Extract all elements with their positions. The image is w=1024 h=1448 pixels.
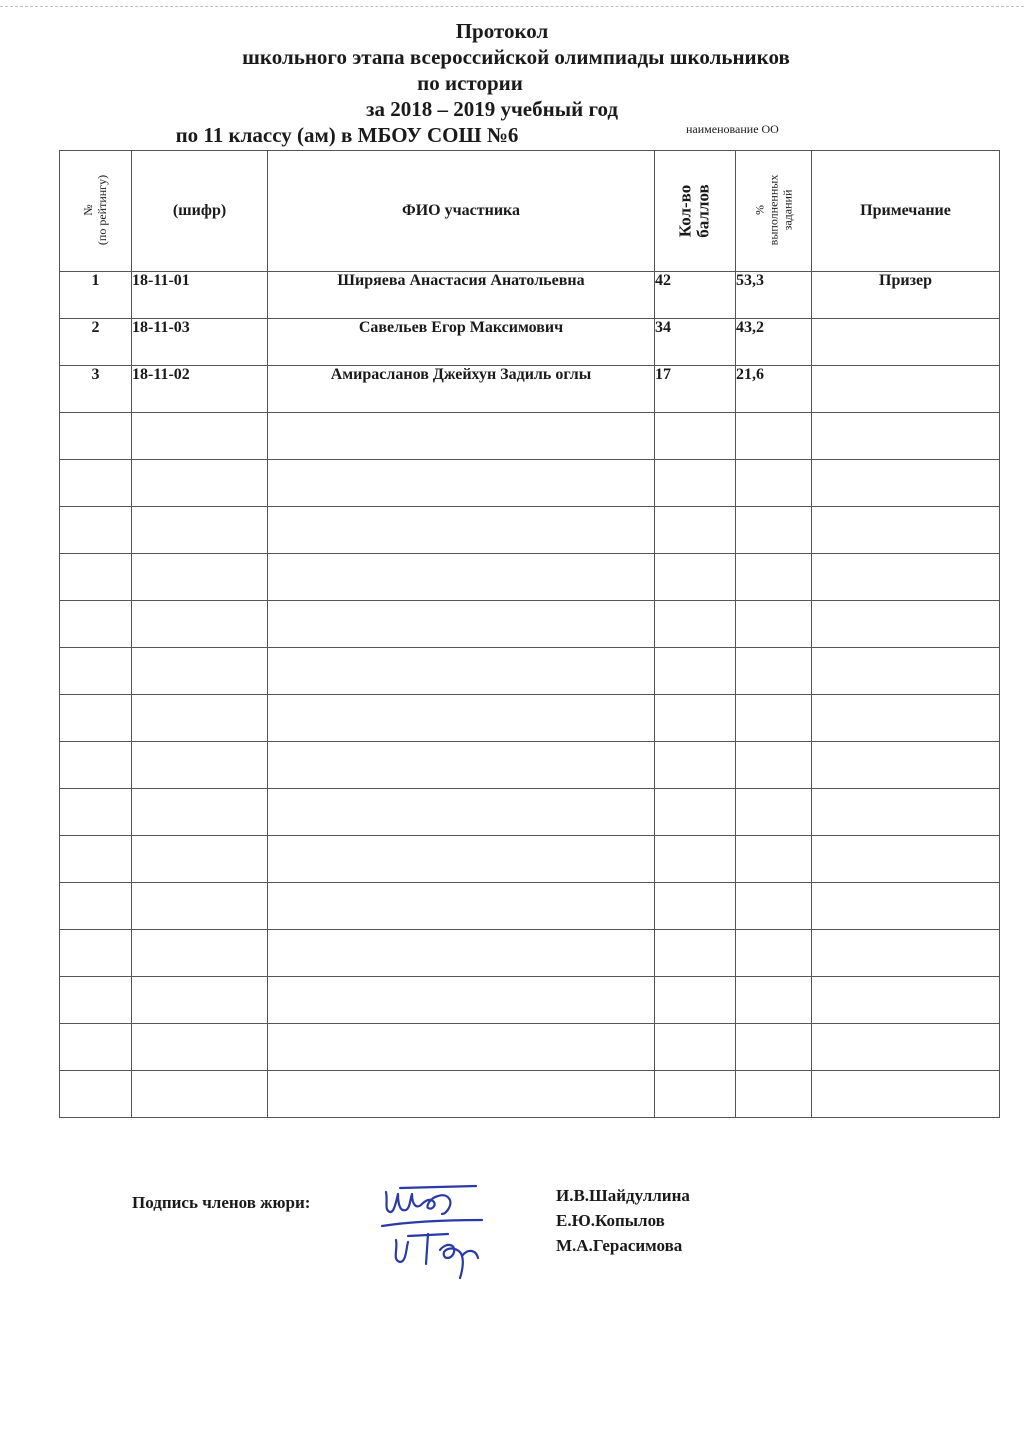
- empty-cell: [132, 789, 268, 836]
- percent-header-l3: заданий: [780, 189, 795, 231]
- empty-table-row: [60, 695, 1000, 742]
- cell-note: [812, 366, 1000, 413]
- empty-cell: [655, 507, 736, 554]
- cell-rank: 1: [60, 272, 132, 319]
- signature-label: Подпись членов жюри:: [132, 1193, 311, 1212]
- empty-table-row: [60, 507, 1000, 554]
- rank-header-l1: №: [81, 204, 96, 216]
- empty-cell: [60, 836, 132, 883]
- empty-cell: [655, 789, 736, 836]
- empty-table-row: [60, 1071, 1000, 1118]
- cell-name: Амирасланов Джейхун Задиль оглы: [268, 366, 655, 413]
- cell-score: 42: [655, 272, 736, 319]
- empty-cell: [132, 601, 268, 648]
- empty-cell: [655, 1024, 736, 1071]
- empty-cell: [268, 977, 655, 1024]
- title-line-5: по 11 классу (ам) в МБОУ СОШ №6: [175, 123, 519, 147]
- empty-table-row: [60, 554, 1000, 601]
- empty-cell: [268, 554, 655, 601]
- empty-cell: [812, 507, 1000, 554]
- table-row: [60, 366, 1000, 413]
- empty-cell: [812, 977, 1000, 1024]
- empty-cell: [60, 460, 132, 507]
- empty-cell: [655, 460, 736, 507]
- empty-cell: [132, 930, 268, 977]
- empty-cell: [132, 648, 268, 695]
- empty-cell: [268, 648, 655, 695]
- empty-cell: [655, 930, 736, 977]
- empty-cell: [132, 1071, 268, 1118]
- jury-member: И.В.Шайдуллина: [556, 1186, 690, 1205]
- cell-name: Ширяева Анастасия Анатольевна: [268, 272, 655, 319]
- empty-table-row: [60, 601, 1000, 648]
- empty-cell: [655, 742, 736, 789]
- col-percent-header: [736, 151, 812, 272]
- empty-cell: [655, 836, 736, 883]
- cell-note: [812, 319, 1000, 366]
- col-cipher-header: (шифр): [132, 151, 268, 272]
- title-line-4: за 2018 – 2019 учебный год: [366, 97, 618, 121]
- percent-header-l1: %: [752, 205, 767, 216]
- percent-header-l2: выполненных: [766, 174, 781, 246]
- empty-cell: [736, 883, 812, 930]
- empty-cell: [655, 883, 736, 930]
- empty-cell: [812, 930, 1000, 977]
- empty-cell: [812, 413, 1000, 460]
- empty-cell: [736, 695, 812, 742]
- empty-cell: [736, 507, 812, 554]
- empty-table-row: [60, 836, 1000, 883]
- results-table: [59, 150, 1000, 1118]
- empty-cell: [655, 695, 736, 742]
- empty-cell: [268, 836, 655, 883]
- empty-cell: [268, 883, 655, 930]
- empty-table-row: [60, 648, 1000, 695]
- empty-cell: [60, 554, 132, 601]
- empty-cell: [132, 507, 268, 554]
- empty-cell: [60, 883, 132, 930]
- empty-cell: [812, 554, 1000, 601]
- table-body: [60, 272, 1000, 1118]
- empty-cell: [60, 1071, 132, 1118]
- document-title: [0, 18, 1024, 148]
- empty-cell: [736, 601, 812, 648]
- percent-header-text: [752, 175, 794, 246]
- org-caption: наименование ОО: [686, 122, 779, 136]
- table-header-row: [60, 151, 1000, 272]
- empty-table-row: [60, 742, 1000, 789]
- empty-cell: [60, 648, 132, 695]
- empty-cell: [132, 413, 268, 460]
- empty-cell: [268, 507, 655, 554]
- empty-cell: [60, 742, 132, 789]
- empty-table-row: [60, 930, 1000, 977]
- empty-cell: [132, 695, 268, 742]
- scan-edge: [0, 6, 1024, 7]
- empty-table-row: [60, 1024, 1000, 1071]
- empty-cell: [60, 413, 132, 460]
- empty-cell: [655, 601, 736, 648]
- empty-cell: [736, 554, 812, 601]
- title-line-1: Протокол: [455, 19, 549, 43]
- empty-cell: [736, 413, 812, 460]
- empty-cell: [132, 1024, 268, 1071]
- cell-score: 34: [655, 319, 736, 366]
- jury-list: [556, 1183, 690, 1258]
- rank-header-text: [81, 175, 109, 245]
- empty-cell: [60, 601, 132, 648]
- empty-table-row: [60, 460, 1000, 507]
- empty-cell: [812, 836, 1000, 883]
- empty-cell: [60, 977, 132, 1024]
- empty-cell: [655, 977, 736, 1024]
- table-row: [60, 272, 1000, 319]
- cell-cipher: 18-11-01: [132, 272, 268, 319]
- empty-cell: [812, 883, 1000, 930]
- empty-cell: [268, 1024, 655, 1071]
- empty-cell: [655, 554, 736, 601]
- empty-cell: [132, 977, 268, 1024]
- empty-cell: [736, 930, 812, 977]
- empty-cell: [812, 1071, 1000, 1118]
- empty-table-row: [60, 789, 1000, 836]
- empty-cell: [60, 1024, 132, 1071]
- empty-cell: [736, 977, 812, 1024]
- cell-score: 17: [655, 366, 736, 413]
- empty-cell: [812, 742, 1000, 789]
- empty-cell: [736, 789, 812, 836]
- empty-cell: [268, 695, 655, 742]
- empty-table-row: [60, 883, 1000, 930]
- empty-cell: [812, 789, 1000, 836]
- rank-header-l2: (по рейтингу): [95, 174, 110, 246]
- empty-cell: [132, 460, 268, 507]
- empty-cell: [60, 695, 132, 742]
- empty-cell: [655, 648, 736, 695]
- score-header-l2: баллов: [693, 183, 713, 238]
- empty-cell: [736, 648, 812, 695]
- score-header-l1: Кол-во: [675, 184, 695, 237]
- empty-cell: [655, 1071, 736, 1118]
- cell-percent: 53,3: [736, 272, 812, 319]
- cell-note: Призер: [812, 272, 1000, 319]
- empty-cell: [655, 413, 736, 460]
- empty-cell: [812, 460, 1000, 507]
- cell-rank: 3: [60, 366, 132, 413]
- cell-cipher: 18-11-02: [132, 366, 268, 413]
- table-row: [60, 319, 1000, 366]
- title-line-2: школьного этапа всероссийской олимпиады школьников: [242, 45, 790, 69]
- col-note-header: Примечание: [812, 151, 1000, 272]
- empty-cell: [132, 883, 268, 930]
- empty-cell: [60, 789, 132, 836]
- empty-cell: [268, 789, 655, 836]
- col-rank-header: [60, 151, 132, 272]
- empty-cell: [268, 930, 655, 977]
- empty-cell: [268, 742, 655, 789]
- empty-cell: [132, 742, 268, 789]
- empty-cell: [60, 507, 132, 554]
- empty-cell: [812, 648, 1000, 695]
- col-score-header: [655, 151, 736, 272]
- cell-cipher: 18-11-03: [132, 319, 268, 366]
- empty-cell: [812, 1024, 1000, 1071]
- empty-table-row: [60, 413, 1000, 460]
- score-header-text: [677, 184, 713, 237]
- empty-cell: [268, 601, 655, 648]
- empty-cell: [736, 742, 812, 789]
- cell-percent: 43,2: [736, 319, 812, 366]
- cell-name: Савельев Егор Максимович: [268, 319, 655, 366]
- empty-cell: [60, 930, 132, 977]
- empty-cell: [268, 460, 655, 507]
- jury-member: Е.Ю.Копылов: [556, 1211, 665, 1230]
- col-name-header: ФИО участника: [268, 151, 655, 272]
- empty-cell: [268, 1071, 655, 1118]
- title-line-3: по истории: [417, 71, 523, 95]
- jury-member: М.А.Герасимова: [556, 1236, 683, 1255]
- empty-cell: [132, 836, 268, 883]
- empty-cell: [736, 1071, 812, 1118]
- empty-cell: [812, 601, 1000, 648]
- empty-cell: [736, 836, 812, 883]
- empty-table-row: [60, 977, 1000, 1024]
- cell-rank: 2: [60, 319, 132, 366]
- empty-cell: [268, 413, 655, 460]
- cell-percent: 21,6: [736, 366, 812, 413]
- empty-cell: [736, 460, 812, 507]
- empty-cell: [132, 554, 268, 601]
- empty-cell: [736, 1024, 812, 1071]
- empty-cell: [812, 695, 1000, 742]
- handwritten-signature: [378, 1180, 488, 1280]
